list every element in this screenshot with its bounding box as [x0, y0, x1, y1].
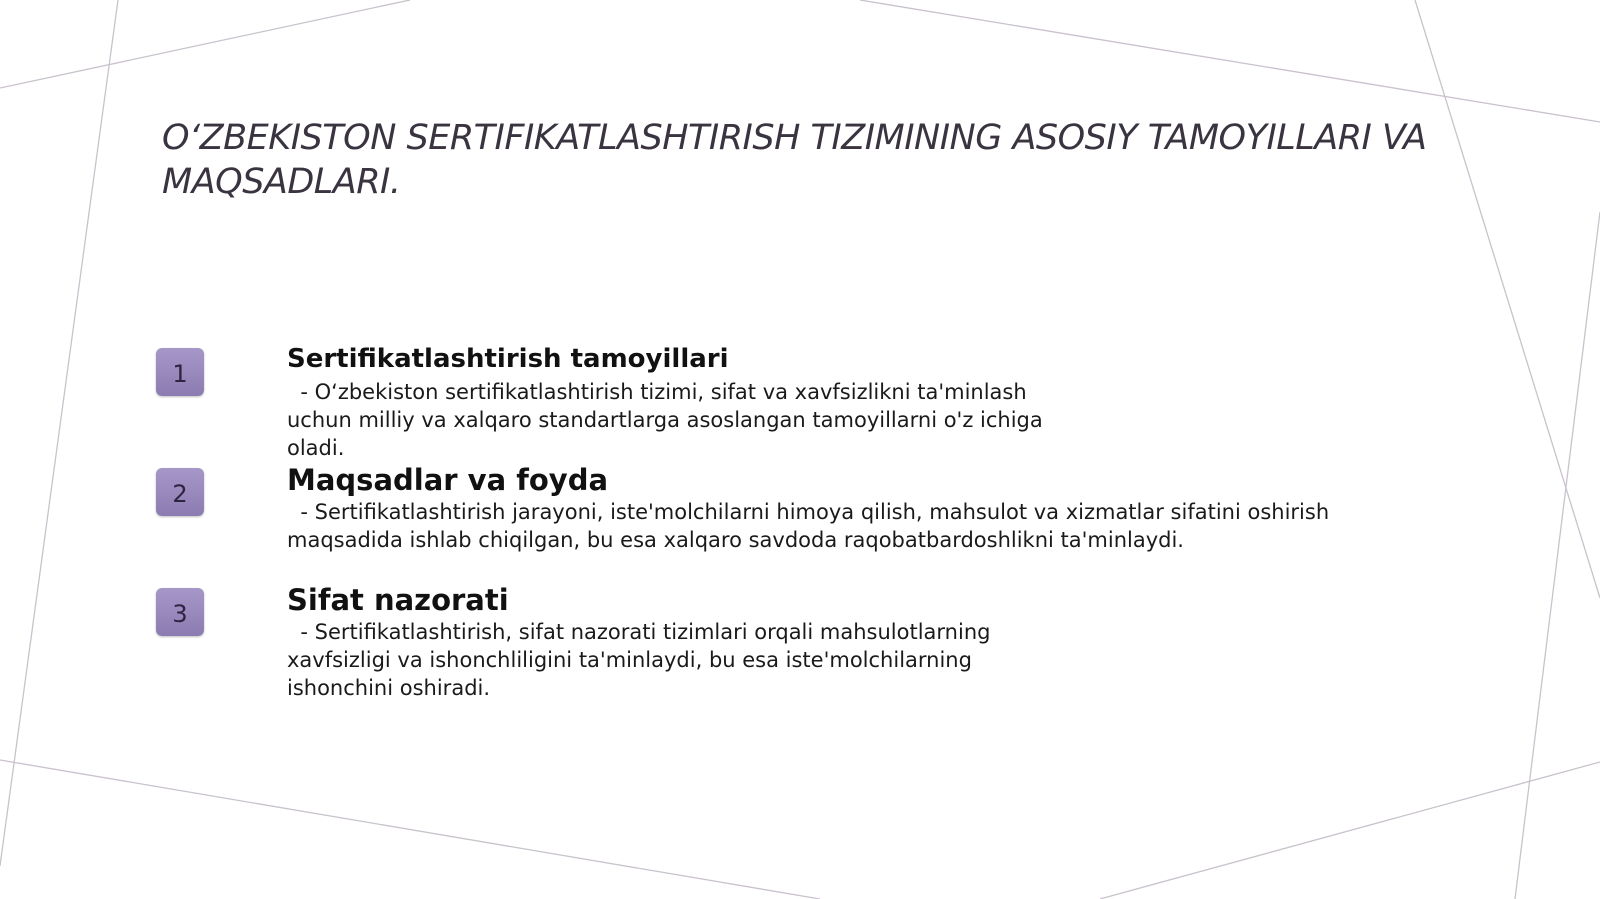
item-heading: Sertifikatlashtirish tamoyillari	[287, 344, 729, 374]
item-text: - O‘zbekiston sertifikatlashtirish tizimi, sifat va xavfsizlikni ta'minlash uchun milliy va xalqaro standartlarga asoslangan tamoyillarni o'z ichiga oladi.	[287, 380, 1043, 460]
number-badge: 3	[156, 588, 204, 636]
item-text: - Sertifikatlashtirish jarayoni, iste'molchilarni himoya qilish, mahsulot va xizmatlar sifatini oshirish maqsadida ishlab chiqilgan, bu esa xalqaro savdoda raqobatbardoshlikni ta'minlaydi.	[287, 500, 1330, 552]
item-heading: Maqsadlar va foyda	[287, 463, 609, 497]
item-heading: Sifat nazorati	[287, 583, 509, 617]
number-badge: 2	[156, 468, 204, 516]
slide-title: O‘ZBEKISTON SERTIFIKATLASHTIRISH TIZIMINING ASOSIY TAMOYILLARI VA MAQSADLARI.	[162, 118, 1427, 202]
number-badge: 1	[156, 348, 204, 396]
item-text: - Sertifikatlashtirish, sifat nazorati tizimlari orqali mahsulotlarning xavfsizligi va ishonchliligini ta'minlaydi, bu esa iste'molchilarning ishonchini oshiradi.	[287, 620, 991, 700]
